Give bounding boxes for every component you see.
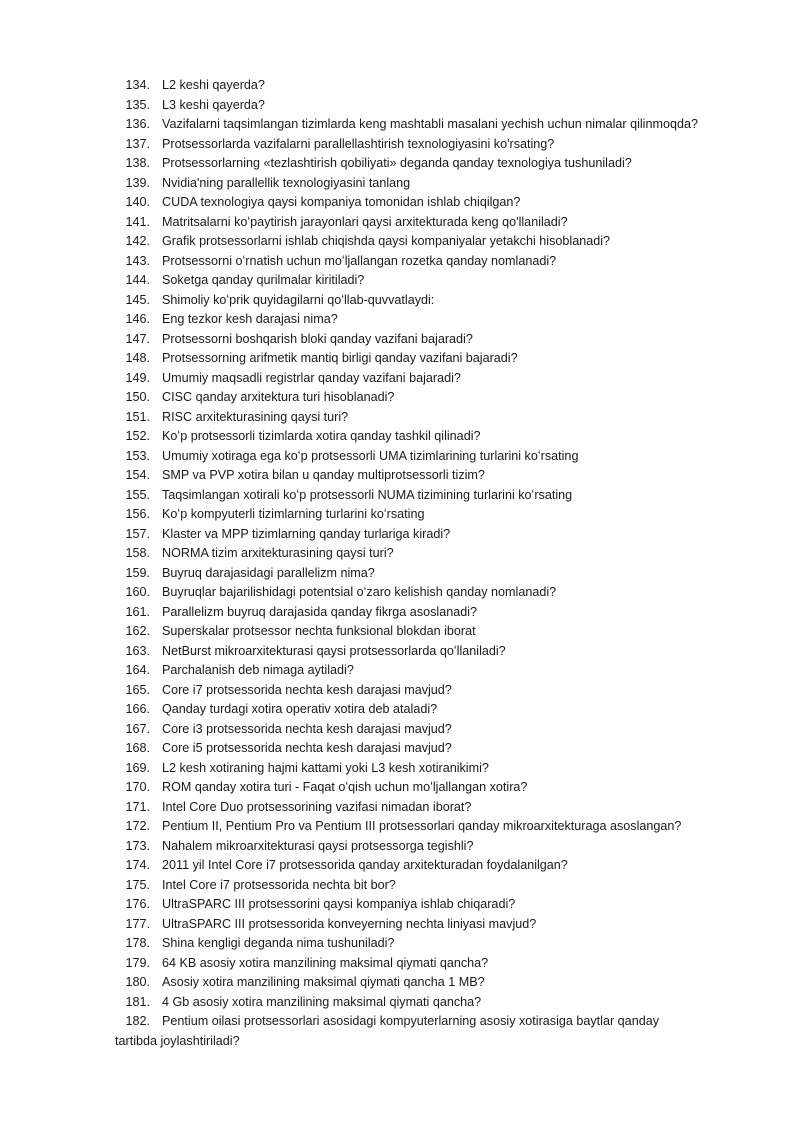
question-number: 159. [125, 565, 150, 580]
question-text: Intel Core i7 protsessorida nechta bit bor? [162, 877, 396, 892]
question-text: Eng tezkor kesh darajasi nima? [162, 312, 338, 326]
question-text: L3 keshi qayerda? [162, 97, 265, 112]
question-text: NetBurst mikroarxitekturasi qaysi protsessorlarda qoʻllaniladi? [162, 643, 506, 658]
question-text: UltraSPARC III protsessorida konveyerning nechta liniyasi mavjud? [162, 916, 537, 931]
question-text: Klaster va MPP tizimlarning qanday turlariga kiradi? [162, 526, 451, 541]
question-item [0, 564, 800, 584]
question-list [0, 76, 800, 1051]
question-number: 152. [125, 429, 150, 443]
question-number: 171. [125, 799, 150, 814]
question-number: 165. [125, 682, 150, 697]
question-item [0, 349, 800, 369]
question-number: 166. [125, 702, 150, 716]
question-item [0, 837, 800, 857]
question-text: Shimoliy koʻprik quyidagilarni qoʻllab-quvvatlaydi: [162, 292, 435, 307]
question-text: Asosiy xotira manzilining maksimal qiymati qancha 1 MB? [162, 975, 485, 989]
question-item [0, 486, 800, 506]
question-number: 151. [125, 409, 150, 424]
question-item [0, 1012, 800, 1051]
question-text: 64 KB asosiy xotira manzilining maksimal qiymati qancha? [162, 955, 489, 970]
question-text: Nahalem mikroarxitekturasi qaysi protsessorga tegishli? [162, 838, 474, 853]
question-item [0, 388, 800, 408]
question-number: 167. [125, 721, 150, 736]
question-text: Koʻp kompyuterli tizimlarning turlarini koʻrsating [162, 507, 425, 521]
question-text: Protsessorni boshqarish bloki qanday vazifani bajaradi? [162, 331, 473, 346]
question-text: CUDA texnologiya qaysi kompaniya tomonidan ishlab chiqilgan? [162, 195, 521, 209]
question-item [0, 583, 800, 603]
question-item [0, 427, 800, 447]
question-number: 168. [125, 741, 150, 755]
question-text: Umumiy maqsadli registrlar qanday vazifani bajaradi? [162, 370, 461, 385]
question-text: NORMA tizim arxitekturasining qaysi turi? [162, 546, 394, 560]
question-text: Protsessorlarning «tezlashtirish qobiliyati» deganda qanday texnologiya tushuniladi? [162, 156, 632, 170]
question-number: 138. [125, 156, 150, 170]
question-text: RISC arxitekturasining qaysi turi? [162, 409, 349, 424]
question-number: 134. [125, 78, 150, 92]
question-item [0, 934, 800, 954]
question-number: 173. [125, 838, 150, 853]
question-number: 139. [125, 175, 150, 190]
question-item [0, 310, 800, 330]
question-text: UltraSPARC III protsessorini qaysi kompaniya ishlab chiqaradi? [162, 897, 516, 911]
question-number: 170. [125, 780, 150, 794]
question-text: Core i7 protsessorida nechta kesh darajasi mavjud? [162, 682, 452, 697]
question-text-continuation: tartibda joylashtiriladi? [115, 1033, 240, 1048]
question-item [0, 739, 800, 759]
question-text: 2011 yil Intel Core i7 protsessorida qanday arxitekturadan foydalanilgan? [162, 858, 568, 872]
question-text: Intel Core Duo protsessorining vazifasi nimadan iborat? [162, 799, 472, 814]
question-number: 144. [125, 273, 150, 287]
question-text: 4 Gb asosiy xotira manzilining maksimal qiymati qancha? [162, 994, 482, 1009]
question-text: Nvidia'ning parallellik texnologiyasini tanlang [162, 175, 411, 190]
question-text: Pentium II, Pentium Pro va Pentium III protsessorlari qanday mikroarxitekturaga asoslangan? [162, 819, 682, 833]
question-item [0, 603, 800, 623]
question-item [0, 408, 800, 428]
question-item [0, 505, 800, 525]
question-text: Protsessorni oʻrnatish uchun moʻljallangan rozetka qanday nomlanadi? [162, 253, 557, 268]
question-text: Matritsalarni koʻpaytirish jarayonlari qaysi arxitekturada keng qo'llaniladi? [162, 214, 568, 229]
question-text: Koʻp protsessorli tizimlarda xotira qanday tashkil qilinadi? [162, 429, 481, 443]
question-number: 142. [125, 234, 150, 248]
question-text: Taqsimlangan xotirali koʻp protsessorli NUMA tizimining turlarini koʻrsating [162, 487, 573, 502]
question-text: Shina kengligi deganda nima tushuniladi? [162, 936, 395, 950]
question-item [0, 232, 800, 252]
question-item [0, 544, 800, 564]
question-number: 174. [125, 858, 150, 872]
question-number: 154. [125, 468, 150, 482]
question-number: 172. [125, 819, 150, 833]
question-item [0, 915, 800, 935]
question-number: 160. [125, 585, 150, 599]
question-text: Grafik protsessorlarni ishlab chiqishda qaysi kompaniyalar yetakchi hisoblanadi? [162, 234, 611, 248]
question-number: 149. [125, 370, 150, 385]
question-item [0, 759, 800, 779]
question-number: 182. [125, 1014, 150, 1028]
question-text: Vazifalarni taqsimlangan tizimlarda keng mashtabli masalani yechish uchun nimalar qilinmoqda? [162, 117, 698, 131]
question-number: 148. [125, 351, 150, 365]
question-item [0, 895, 800, 915]
question-item [0, 525, 800, 545]
question-text: Parallelizm buyruq darajasida qanday fikrga asoslanadi? [162, 604, 478, 619]
question-text: L2 keshi qayerda? [162, 78, 265, 92]
question-item [0, 778, 800, 798]
question-number: 145. [125, 292, 150, 307]
question-item [0, 96, 800, 116]
question-item [0, 174, 800, 194]
question-number: 177. [125, 916, 150, 931]
question-text: Protsessorning arifmetik mantiq birligi qanday vazifani bajaradi? [162, 351, 518, 365]
question-number: 169. [125, 760, 150, 775]
question-item [0, 954, 800, 974]
question-text: Umumiy xotiraga ega koʻp protsessorli UMA tizimlarining turlarini koʻrsating [162, 448, 579, 463]
question-text: Buyruqlar bajarilishidagi potentsial oʻzaro kelishish qanday nomlanadi? [162, 585, 557, 599]
question-number: 146. [125, 312, 150, 326]
question-text: L2 kesh xotiraning hajmi kattami yoki L3 kesh xotiranikimi? [162, 760, 489, 775]
question-item [0, 115, 800, 135]
question-text: Soketga qanday qurilmalar kiritiladi? [162, 273, 365, 287]
question-number: 141. [125, 214, 150, 229]
question-number: 153. [125, 448, 150, 463]
question-item [0, 135, 800, 155]
question-item [0, 856, 800, 876]
question-text: Core i5 protsessorida nechta kesh darajasi mavjud? [162, 741, 452, 755]
question-text: Core i3 protsessorida nechta kesh darajasi mavjud? [162, 721, 452, 736]
question-item [0, 252, 800, 272]
question-item [0, 876, 800, 896]
question-item [0, 466, 800, 486]
question-number: 181. [125, 994, 150, 1009]
question-number: 163. [125, 643, 150, 658]
question-text: Pentium oilasi protsessorlari asosidagi kompyuterlarning asosiy xotirasiga baytlar qanday [162, 1014, 659, 1028]
question-item [0, 369, 800, 389]
question-number: 156. [125, 507, 150, 521]
question-number: 164. [125, 663, 150, 677]
question-text: Superskalar protsessor nechta funksional blokdan iborat [162, 624, 476, 638]
question-item [0, 973, 800, 993]
question-text: ROM qanday xotira turi - Faqat oʻqish uchun moʻljallangan xotira? [162, 780, 528, 794]
question-text: Qanday turdagi xotira operativ xotira deb ataladi? [162, 702, 438, 716]
question-text: CISC qanday arxitektura turi hisoblanadi? [162, 390, 395, 404]
question-item [0, 993, 800, 1013]
question-item [0, 291, 800, 311]
question-number: 162. [125, 624, 150, 638]
question-item [0, 271, 800, 291]
question-item [0, 622, 800, 642]
question-item [0, 720, 800, 740]
question-item [0, 447, 800, 467]
question-number: 140. [125, 195, 150, 209]
question-number: 135. [125, 97, 150, 112]
question-number: 155. [125, 487, 150, 502]
question-number: 157. [125, 526, 150, 541]
question-number: 137. [125, 136, 150, 151]
question-item [0, 642, 800, 662]
question-item [0, 681, 800, 701]
question-number: 178. [125, 936, 150, 950]
question-number: 161. [125, 604, 150, 619]
question-number: 143. [125, 253, 150, 268]
question-text: Parchalanish deb nimaga aytiladi? [162, 663, 354, 677]
question-number: 147. [125, 331, 150, 346]
question-text: Buyruq darajasidagi parallelizm nima? [162, 565, 375, 580]
question-item [0, 330, 800, 350]
question-number: 180. [125, 975, 150, 989]
question-number: 176. [125, 897, 150, 911]
question-text: Protsessorlarda vazifalarni parallellashtirish texnologiyasini ko'rsating? [162, 136, 555, 151]
question-item [0, 193, 800, 213]
question-item [0, 76, 800, 96]
question-item [0, 661, 800, 681]
question-number: 175. [125, 877, 150, 892]
question-number: 150. [125, 390, 150, 404]
question-item [0, 817, 800, 837]
question-item [0, 154, 800, 174]
question-number: 136. [125, 117, 150, 131]
question-item [0, 213, 800, 233]
question-item [0, 798, 800, 818]
question-number: 179. [125, 955, 150, 970]
question-item [0, 700, 800, 720]
question-text: SMP va PVP xotira bilan u qanday multiprotsessorli tizim? [162, 468, 485, 482]
question-number: 158. [125, 546, 150, 560]
